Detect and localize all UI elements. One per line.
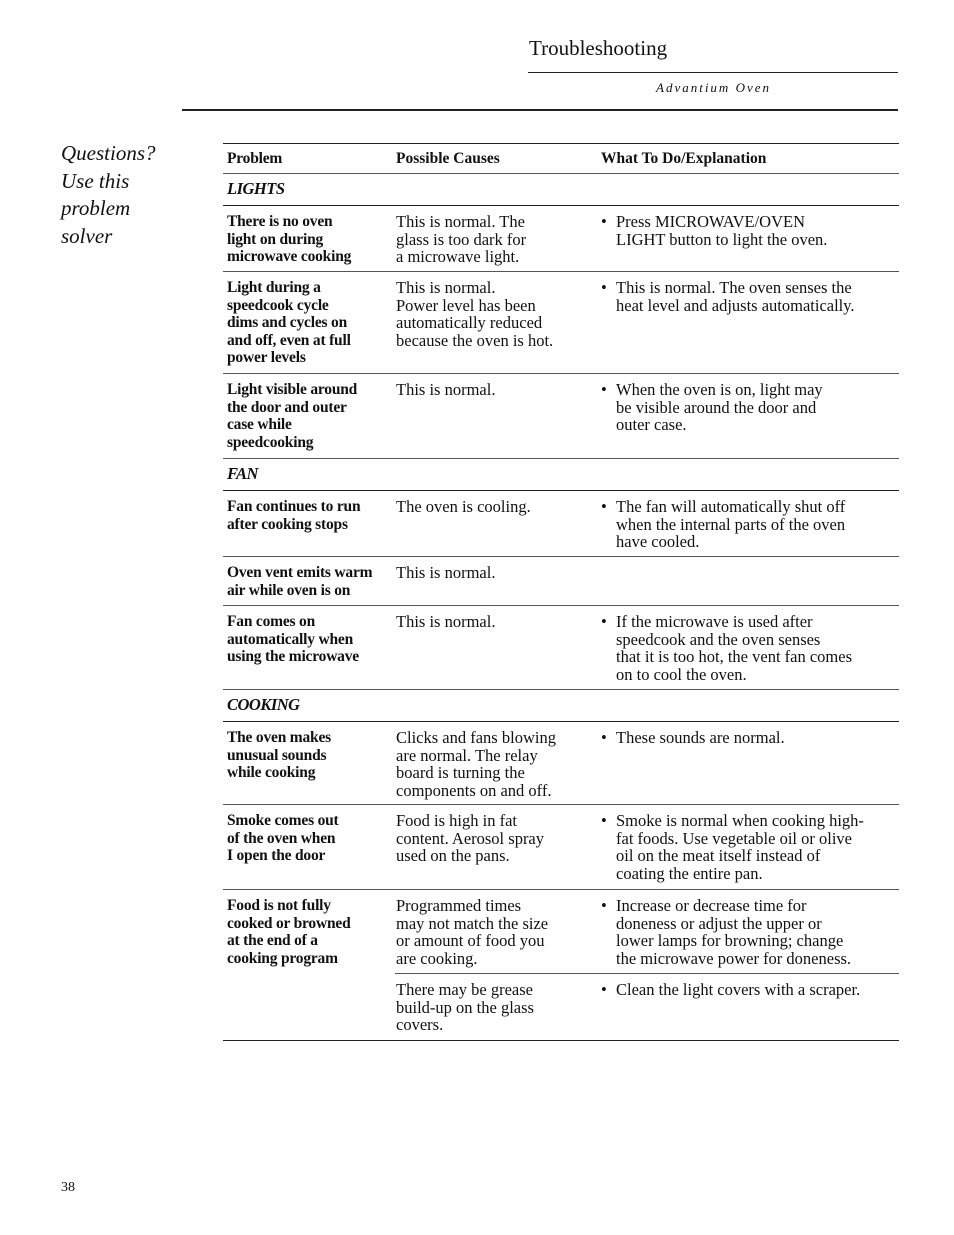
cause-line: Programmed times [396,896,522,915]
problem-line: unusual sounds [227,746,327,764]
problem-line: There is no oven [227,213,333,230]
cause-cell [396,981,586,1034]
action-line: Press MICROWAVE/OVEN [616,212,805,231]
troubleshooting-table [223,143,899,1041]
bullet-mark: • [601,896,607,915]
action-line: the microwave power for doneness. [616,948,852,968]
problem-line: cooking program [227,949,338,967]
table-header-row [223,144,899,173]
problem-cell [227,897,395,967]
table-row [223,271,899,373]
cause-line: components on and off. [396,780,552,800]
cause-line: This is normal. [396,278,496,297]
cause-line: are normal. The relay [396,745,538,765]
cause-line: This is normal. [396,612,496,631]
problem-line: I open the door [227,847,326,864]
section-title-lights: LIGHTS [227,179,285,198]
cause-line: Food is high in fat [396,811,518,830]
problem-line: speedcooking [227,433,314,451]
cause-line: are cooking. [396,948,478,968]
problem-line: The oven makes [227,729,331,746]
cause-line: This is normal. [396,380,496,399]
column-header-action: What To Do/Explanation [601,150,767,167]
problem-line: Light during a [227,279,321,296]
table-row [223,205,899,271]
cause-line: Clicks and fans blowing [396,728,556,747]
action-line: When the oven is on, light may [616,380,823,399]
cause-line: content. Aerosol spray [396,828,545,848]
bullet-mark: • [601,980,607,999]
problem-line: Oven vent emits warm [227,564,373,581]
action-line: speedcook and the oven senses [616,629,821,649]
problem-line: the door and outer [227,398,347,416]
table-row [223,721,899,804]
cause-cell [396,279,586,349]
bullet-mark: • [601,497,607,516]
bullet-mark: • [601,212,607,231]
table-row [223,373,899,458]
problem-line: using the microwave [227,648,359,665]
problem-line: cooked or browned [227,914,351,932]
problem-line: Food is not fully [227,897,331,914]
action-line: lower lamps for browning; change [616,931,844,950]
bullet-mark: • [601,728,607,747]
action-line: have cooled. [616,532,700,551]
bullet-mark: • [601,612,607,631]
cause-line: glass is too dark for [396,229,527,249]
problem-cell [227,213,395,266]
header-divider-short [528,72,898,73]
cause-line: a microwave light. [396,247,520,266]
action-line: LIGHT button to light the oven. [616,229,828,249]
header-divider-long [182,109,898,111]
problem-line: Light visible around [227,381,358,398]
cause-line: may not match the size [396,913,549,933]
problem-line: and off, even at full [227,331,351,349]
problem-cell [227,498,395,533]
action-line: oil on the meat itself instead of [616,846,821,865]
problem-line: microwave cooking [227,248,352,265]
bullet-mark: • [601,380,607,399]
column-header-problem: Problem [227,150,283,167]
sub-row-divider [395,973,899,974]
problem-cell [227,564,395,599]
cause-line: Power level has been [396,295,536,315]
bullet-mark: • [601,278,607,297]
problem-line: of the oven when [227,829,336,847]
cause-cell [396,498,586,516]
page-subtitle: Advantium Oven [656,80,772,95]
cause-line: automatically reduced [396,313,543,332]
cause-line: This is normal. [396,563,496,582]
action-line: on to cool the oven. [616,664,747,684]
sidebar-heading [61,140,181,250]
problem-line: power levels [227,349,306,366]
cause-line: The oven is cooling. [396,497,531,516]
action-line: This is normal. The oven senses the [616,278,852,297]
action-line: that it is too hot, the vent fan comes [616,647,852,666]
table-row [223,556,899,605]
problem-line: while cooking [227,764,316,781]
cause-cell [396,213,586,266]
cause-line: covers. [396,1015,444,1034]
sidebar-line: Use this [61,168,130,193]
action-line: These sounds are normal. [616,728,785,747]
problem-line: case while [227,416,292,433]
problem-line: light on during [227,230,324,248]
problem-line: after cooking stops [227,515,348,533]
section-row-fan [223,458,899,490]
cause-cell [396,613,586,631]
action-line: coating the entire pan. [616,863,763,883]
problem-line: Fan continues to run [227,498,361,515]
cause-line: because the oven is hot. [396,330,554,350]
section-title-fan: FAN [227,464,258,483]
sidebar-line: solver [61,223,113,248]
cause-cell [396,381,586,399]
cause-cell [396,564,586,582]
problem-line: Smoke comes out [227,812,339,829]
problem-line: speedcook cycle [227,296,329,314]
cause-cell [396,812,586,865]
action-line: heat level and adjusts automatically. [616,295,855,315]
problem-cell [227,729,395,782]
cause-line: or amount of food you [396,931,545,950]
action-line: Increase or decrease time for [616,896,807,915]
section-title-cooking: COOKING [227,695,300,714]
action-line: Smoke is normal when cooking high- [616,811,864,830]
action-line: be visible around the door and [616,397,817,417]
problem-cell [227,613,395,666]
bullet-mark: • [601,811,607,830]
problem-line: at the end of a [227,932,318,949]
problem-cell [227,279,395,367]
cause-cell [396,729,586,799]
cause-line: board is turning the [396,763,525,782]
action-line: Clean the light covers with a scraper. [616,980,861,999]
cause-line: This is normal. The [396,212,525,231]
action-line: when the internal parts of the oven [616,514,846,534]
section-row-cooking [223,689,899,721]
page-number: 38 [61,1180,75,1195]
table-row [223,804,899,889]
sidebar-line: Questions? [61,141,156,165]
problem-line: air while oven is on [227,581,351,599]
action-line: outer case. [616,415,687,434]
cause-line: There may be grease [396,980,533,999]
problem-line: automatically when [227,630,353,648]
page-title: Troubleshooting [529,36,668,60]
cause-line: build-up on the glass [396,997,534,1017]
table-row [223,490,899,556]
action-line: doneness or adjust the upper or [616,913,822,933]
section-row-lights [223,173,899,205]
problem-line: dims and cycles on [227,314,347,331]
problem-cell [227,381,395,451]
sidebar-line: problem [61,196,131,220]
cause-cell [396,897,586,967]
action-line: The fan will automatically shut off [616,497,846,516]
cause-line: used on the pans. [396,846,510,865]
action-line: fat foods. Use vegetable oil or olive [616,828,852,848]
column-header-causes: Possible Causes [396,150,500,167]
table-row [223,605,899,689]
problem-line: Fan comes on [227,613,316,630]
problem-cell [227,812,395,865]
action-line: If the microwave is used after [616,612,813,631]
table-row [223,889,899,1040]
